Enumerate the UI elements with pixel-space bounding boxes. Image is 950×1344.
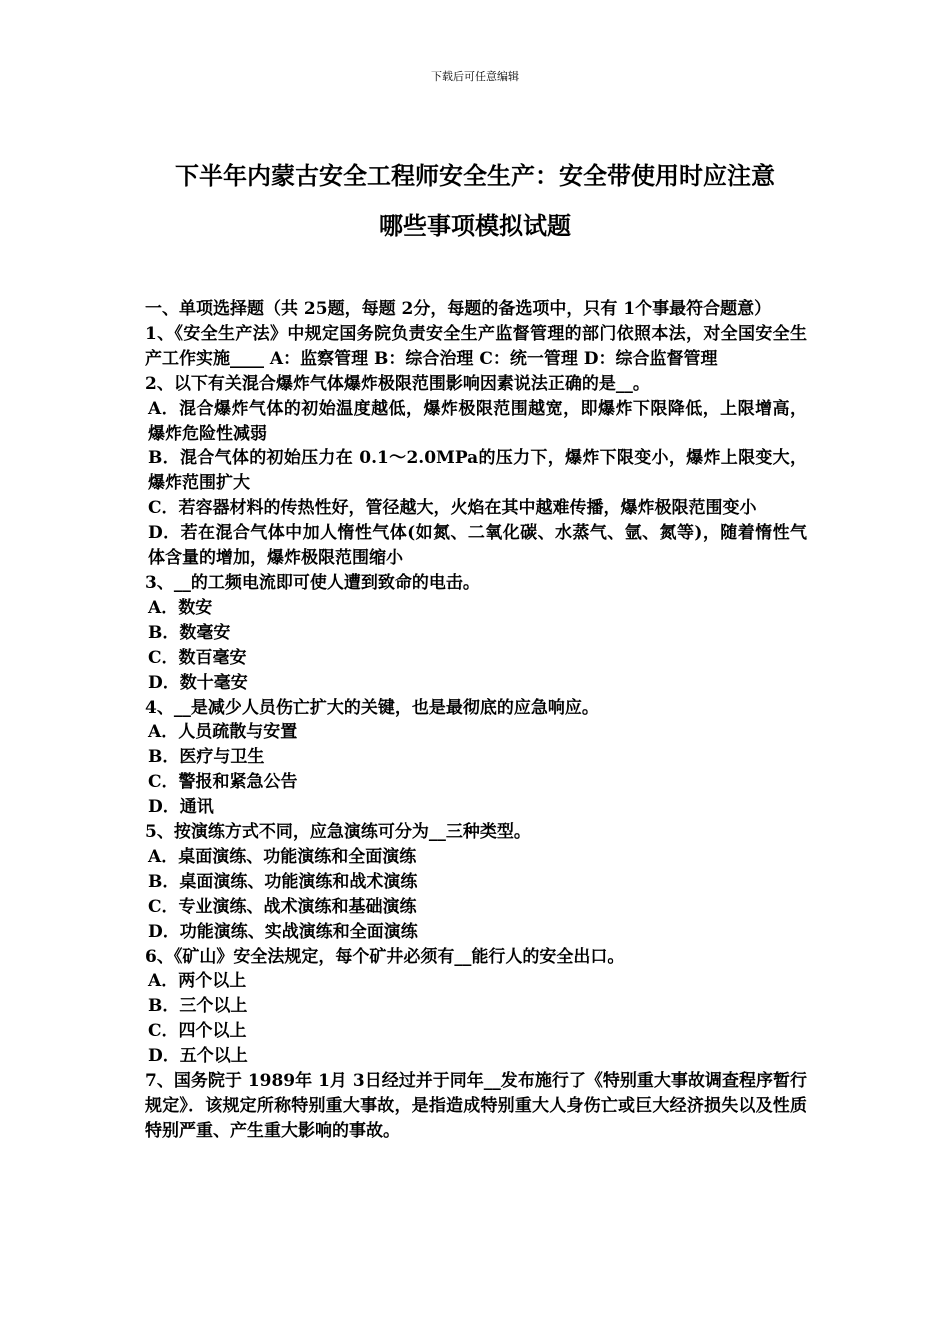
q2-option-a: A．混合爆炸气体的初始温度越低，爆炸极限范围越宽，即爆炸下限降低，上限增高，爆炸危险性减弱: [148, 398, 807, 444]
q3-option-d: D．数十毫安: [148, 672, 248, 693]
page-header: 下载后可任意编辑: [431, 70, 519, 83]
section-heading: 一、单项选择题（共 25题，每题 2分，每题的备选项中，只有 1个事最符合题意）: [145, 299, 772, 319]
question-4: 4、__是减少人员伤亡扩大的关键，也是最彻底的应急响应。: [145, 697, 599, 718]
document-body: [145, 297, 807, 1144]
q6-option-a: A．两个以上: [148, 971, 247, 992]
q2-option-c: C．若容器材料的传热性好，管径越大，火焰在其中越难传播，爆炸极限范围变小: [148, 498, 757, 519]
question-7: 7、国务院于 1989年 1月 3日经过并于同年__发布施行了《特别重大事故调查程序暂行规定》．该规定所称特别重大事故，是指造成特别重大人身伤亡或巨大经济损失以及性质特别严重、产生重大影响的事故。: [145, 1071, 807, 1141]
document-title-line-1: 下半年内蒙古安全工程师安全生产：安全带使用时应注意: [175, 162, 775, 190]
q6-option-c: C．四个以上: [148, 1021, 247, 1042]
question-5: 5、按演练方式不同，应急演练可分为__三种类型。: [145, 822, 531, 843]
q4-option-c: C．警报和紧急公告: [148, 772, 298, 793]
q6-option-d: D．五个以上: [148, 1046, 248, 1067]
question-6: 6、《矿山》安全法规定，每个矿井必须有__能行人的安全出口。: [145, 946, 625, 967]
q5-option-a: A．桌面演练、功能演练和全面演练: [148, 846, 417, 867]
document-title-line-2: 哪些事项模拟试题: [379, 212, 571, 240]
question-2: 2、以下有关混合爆炸气体爆炸极限范围影响因素说法正确的是__。: [145, 373, 650, 394]
q2-option-b: B．混合气体的初始压力在 0.1～2.0MPa的压力下，爆炸下限变小，爆炸上限变大，爆炸范围扩大: [148, 448, 807, 494]
question-1: 1、《安全生产法》中规定国务院负责安全生产监督管理的部门依照本法，对全国安全生产工作实施____ A：监察管理 B：综合治理 C：统一管理 D：综合监督管理: [145, 323, 807, 369]
q6-option-b: B．三个以上: [148, 996, 248, 1017]
q5-option-b: B．桌面演练、功能演练和战术演练: [148, 871, 418, 892]
q3-option-a: A．数安: [148, 597, 213, 618]
q5-option-d: D．功能演练、实战演练和全面演练: [148, 921, 418, 942]
question-3: 3、__的工频电流即可使人遭到致命的电击。: [145, 572, 480, 593]
q4-option-b: B．医疗与卫生: [148, 747, 265, 768]
q4-option-a: A．人员疏散与安置: [148, 722, 298, 743]
q4-option-d: D．通讯: [148, 797, 214, 818]
q3-option-b: B．数毫安: [148, 622, 231, 643]
q2-option-d: D．若在混合气体中加人惰性气体(如氮、二氧化碳、水蒸气、氩、氮等)，随着惰性气体含量的增加，爆炸极限范围缩小: [148, 523, 807, 569]
q5-option-c: C．专业演练、战术演练和基础演练: [148, 896, 417, 917]
q3-option-c: C．数百毫安: [148, 647, 247, 668]
